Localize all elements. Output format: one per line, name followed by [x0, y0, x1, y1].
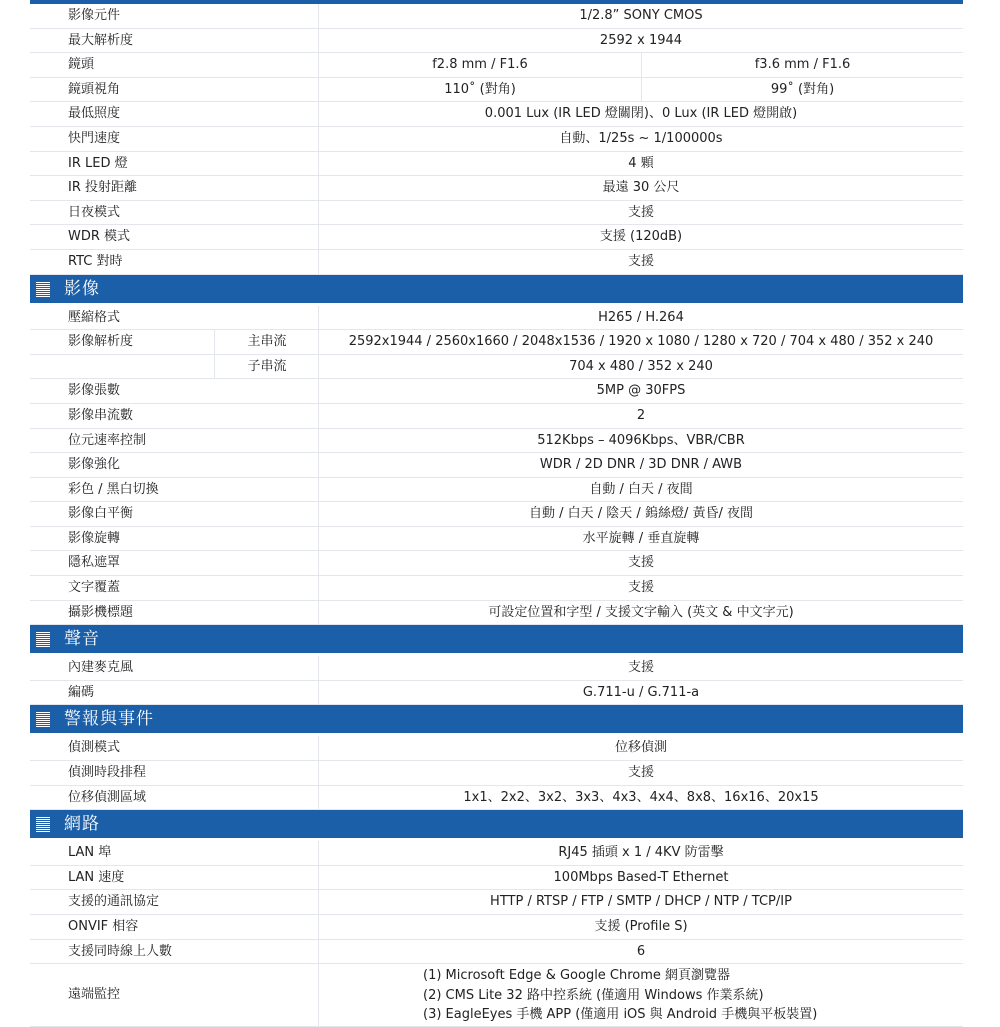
spec-row-detection-schedule: [30, 761, 963, 786]
row-value: WDR / 2D DNR / 3D DNR / AWB: [539, 457, 743, 473]
spec-row-remote-monitoring: [30, 964, 963, 1027]
spec-row-ir-distance: [30, 176, 963, 201]
spec-row-view-angle: [30, 78, 963, 103]
spec-row-lan-speed: [30, 866, 963, 891]
row-value: 2: [636, 407, 646, 423]
spec-row-min-illumination: [30, 102, 963, 127]
row-label: WDR 模式: [68, 229, 131, 245]
stream-label-sub: 子串流: [247, 358, 287, 374]
row-label: 支援的通訊協定: [68, 894, 160, 910]
row-value: 1x1、2x2、3x2、3x3、4x3、4x4、8x8、16x16、20x15: [463, 789, 819, 805]
spec-row-resolution-sub: [30, 355, 963, 380]
spec-row-lan-port: [30, 841, 963, 866]
spec-row-white-balance: [30, 502, 963, 527]
lens-value-left: f2.8 mm / F1.6: [319, 53, 642, 77]
section-title: 警報與事件: [64, 709, 154, 730]
row-value: RJ45 插頭 x 1 / 4KV 防雷擊: [558, 845, 724, 861]
stream-label-main: 主串流: [247, 334, 287, 350]
spec-row-max-resolution: [30, 29, 963, 54]
remote-option: (1) Microsoft Edge & Google Chrome 網頁瀏覽器: [423, 968, 731, 984]
row-value: 自動 / 白天 / 夜間: [589, 481, 693, 497]
row-value: 4 顆: [628, 155, 654, 171]
row-label: 影像元件: [68, 8, 121, 23]
spec-row-concurrent-users: [30, 940, 963, 965]
row-label: LAN 速度: [68, 869, 125, 885]
spec-row-lens: [30, 53, 963, 78]
row-label: 文字覆蓋: [68, 580, 121, 596]
row-label: 遠端監控: [68, 987, 121, 1003]
row-value: 6: [636, 943, 646, 959]
row-value: 704 x 480 / 352 x 240: [569, 358, 713, 374]
lens-value-right: f3.6 mm / F1.6: [754, 57, 851, 73]
section-bullet-icon: [36, 816, 50, 832]
row-value: H265 / H.264: [598, 309, 684, 325]
row-value: 支援 (120dB): [599, 229, 683, 245]
row-value: 512Kbps – 4096Kbps、VBR/CBR: [537, 432, 745, 448]
row-label: 鏡頭: [68, 57, 95, 73]
spec-row-enhancement: [30, 453, 963, 478]
row-value: HTTP / RTSP / FTP / SMTP / DHCP / NTP / TCP/IP: [490, 894, 792, 910]
row-label: 編碼: [68, 684, 95, 700]
row-label: 影像旋轉: [68, 530, 121, 546]
row-label: 壓縮格式: [68, 309, 121, 325]
row-label: IR LED 燈: [68, 155, 128, 171]
row-label: 支援同時線上人數: [68, 943, 173, 959]
spec-row-protocols: [30, 890, 963, 915]
row-label: LAN 埠: [68, 845, 112, 861]
spec-row-wdr: [30, 225, 963, 250]
row-value: 支援: [627, 580, 654, 596]
spec-row-rotation: [30, 527, 963, 552]
row-value: 支援: [627, 253, 654, 269]
row-label: 攝影機標題: [68, 604, 134, 620]
row-value: G.711-u / G.711-a: [582, 684, 700, 700]
spec-row-bitrate: [30, 429, 963, 454]
row-label: IR 投射距離: [68, 180, 137, 196]
spec-row-ir-led: [30, 152, 963, 177]
spec-row-detection-mode: [30, 736, 963, 761]
row-value: 5MP @ 30FPS: [596, 383, 686, 399]
row-label: RTC 對時: [68, 253, 123, 269]
spec-row-compression: [30, 306, 963, 331]
spec-row-frame-rate: [30, 379, 963, 404]
spec-row-privacy-mask: [30, 551, 963, 576]
spec-row-onvif: [30, 915, 963, 940]
row-value: 自動、1/25s ~ 1/100000s: [559, 130, 723, 146]
row-label: 位元速率控制: [68, 432, 147, 448]
row-label: 影像解析度: [68, 334, 134, 350]
row-value: 2592x1944 / 2560x1660 / 2048x1536 / 1920 x 1080 / 1280 x 720 / 704 x 480 / 352 x 240: [348, 334, 934, 350]
row-label: 影像串流數: [68, 407, 134, 423]
row-label: 隱私遮罩: [68, 555, 121, 571]
section-header-network: [30, 810, 963, 838]
row-label: 偵測時段排程: [68, 765, 147, 781]
row-value: 1/2.8” SONY CMOS: [579, 8, 703, 23]
row-label: 影像白平衡: [68, 506, 134, 522]
remote-options-list: [423, 966, 817, 1025]
row-value: 支援: [627, 765, 654, 781]
spec-row-shutter: [30, 127, 963, 152]
row-label: ONVIF 相容: [68, 919, 139, 934]
row-label: 鏡頭視角: [68, 81, 121, 97]
row-value: 100Mbps Based-T Ethernet: [553, 869, 729, 885]
row-label: 偵測模式: [68, 740, 121, 756]
row-label: 位移偵測區域: [68, 789, 147, 805]
row-value: 位移偵測: [614, 740, 667, 756]
remote-option: (2) CMS Lite 32 路中控系統 (僅適用 Windows 作業系統): [423, 987, 764, 1003]
row-value: 最遠 30 公尺: [602, 180, 680, 196]
row-label: 最大解析度: [68, 32, 134, 48]
row-value: 支援: [627, 555, 654, 571]
row-label: 日夜模式: [68, 204, 121, 220]
section-title: 網路: [64, 814, 100, 835]
section-title: 影像: [64, 278, 100, 299]
spec-row-camera-title: [30, 601, 963, 626]
section-header-alarm: [30, 705, 963, 733]
row-value: 支援: [627, 204, 654, 220]
spec-row-text-overlay: [30, 576, 963, 601]
row-value: 2592 x 1944: [599, 32, 683, 48]
angle-value-right: 99˚ (對角): [770, 81, 835, 97]
row-value: 支援: [627, 660, 654, 676]
row-label: 影像張數: [68, 383, 121, 399]
row-label: 影像強化: [68, 457, 121, 473]
spec-row-day-night: [30, 201, 963, 226]
spec-row-codec: [30, 681, 963, 706]
spec-row-motion-area: [30, 786, 963, 811]
row-value: 水平旋轉 / 垂直旋轉: [582, 530, 700, 546]
row-label: 最低照度: [68, 106, 121, 122]
row-label: 彩色 / 黑白切換: [68, 481, 159, 497]
section-bullet-icon: [36, 631, 50, 647]
spec-row-sensor: [30, 4, 963, 29]
section-title: 聲音: [64, 629, 100, 650]
row-value: 支援 (Profile S): [594, 919, 688, 934]
row-label: 內建麥克風: [68, 660, 134, 676]
row-label: 快門速度: [68, 130, 121, 146]
spec-row-streams: [30, 404, 963, 429]
section-bullet-icon: [36, 281, 50, 297]
row-value: 可設定位置和字型 / 支援文字輸入 (英文 & 中文字元): [488, 604, 794, 620]
row-value: 0.001 Lux (IR LED 燈關閉)、0 Lux (IR LED 燈開啟): [484, 106, 798, 122]
spec-table: [30, 4, 963, 1027]
spec-row-resolution-main: [30, 330, 963, 355]
section-bullet-icon: [36, 711, 50, 727]
remote-option: (3) EagleEyes 手機 APP (僅適用 iOS 與 Android 手機與平板裝置): [423, 1007, 818, 1023]
section-header-video: [30, 275, 963, 303]
section-header-audio: [30, 625, 963, 653]
spec-row-microphone: [30, 656, 963, 681]
spec-row-rtc: [30, 250, 963, 275]
row-value: 自動 / 白天 / 陰天 / 鎢絲燈/ 黃昏/ 夜間: [529, 506, 753, 522]
angle-value-left: 110˚ (對角): [319, 78, 642, 102]
spec-row-color-switch: [30, 478, 963, 503]
